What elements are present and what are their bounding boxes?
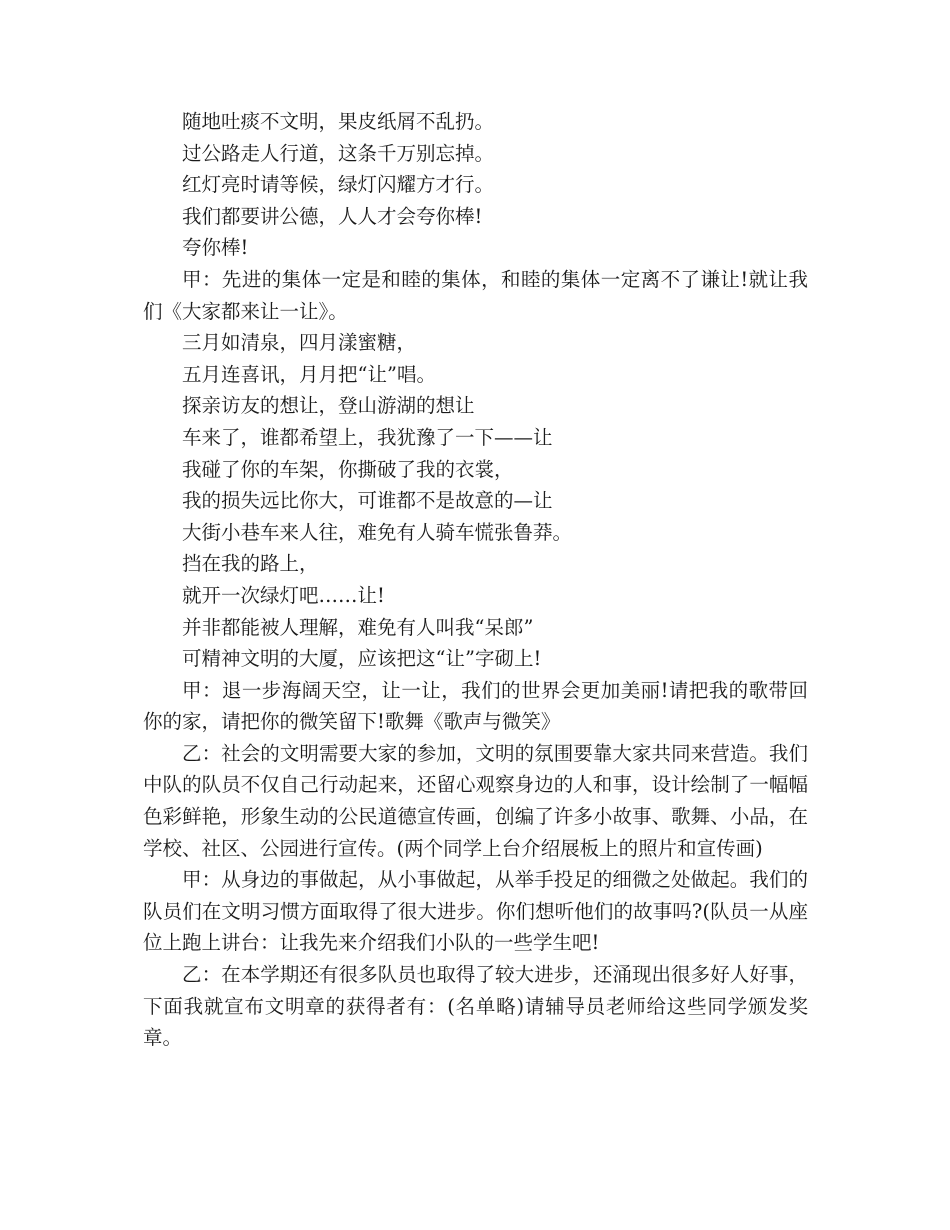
paragraph: 红灯亮时请等候，绿灯闪耀方才行。 [182,173,495,197]
paragraph: 甲：先进的集体一定是和睦的集体，和睦的集体一定离不了谦让!就让我们《大家都来让一让》。 [143,267,808,323]
paragraph: 乙：在本学期还有很多队员也取得了较大进步，还涌现出很多好人好事，下面我就宣布文明章的获得者有：(名单略)请辅导员老师给这些同学颁发奖章。 [143,963,808,1050]
paragraph: 夸你棒! [182,236,249,260]
document-body [143,106,808,1054]
paragraph: 乙：社会的文明需要大家的参加，文明的氛围要靠大家共同来营造。我们中队的队员不仅自己行动起来，还留心观察身边的人和事，设计绘制了一幅幅色彩鲜艳，形象生动的公民道德宣传画，创编了许多小故事、歌舞、小品，在学校、社区、公园进行宣传。(两个同学上台介绍展板上的照片和宣传画) [143,741,808,860]
paragraph: 我的损失远比你大，可谁都不是故意的—让 [182,489,553,513]
paragraph: 车来了，谁都希望上，我犹豫了一下——让 [182,425,553,449]
paragraph: 五月连喜讯，月月把“让”唱。 [182,362,436,386]
paragraph: 可精神文明的大厦，应该把这“让”字砌上! [182,647,542,671]
paragraph: 探亲访友的想让，登山游湖的想让 [182,394,475,418]
paragraph: 三月如清泉，四月漾蜜糖， [182,331,417,355]
paragraph: 随地吐痰不文明，果皮纸屑不乱扔。 [182,110,495,133]
paragraph: 大街小巷车来人往，难免有人骑车慌张鲁莽。 [182,520,573,544]
paragraph: 就开一次绿灯吧……让! [182,583,385,607]
paragraph: 并非都能被人理解，难免有人叫我“呆郎” [182,615,534,639]
paragraph: 甲：退一步海阔天空，让一让，我们的世界会更加美丽!请把我的歌带回你的家，请把你的微笑留下!歌舞《歌声与微笑》 [143,678,808,734]
paragraph: 我们都要讲公德，人人才会夸你棒! [182,204,483,228]
paragraph: 甲：从身边的事做起，从小事做起，从举手投足的细微之处做起。我们的队员们在文明习惯方面取得了很大进步。你们想听他们的故事吗?(队员一从座位上跑上讲台：让我先来介绍我们小队的一些学生吧! [143,868,808,955]
paragraph: 挡在我的路上， [182,552,319,576]
paragraph: 我碰了你的车架，你撕破了我的衣裳， [182,457,514,481]
paragraph: 过公路走人行道，这条千万别忘掉。 [182,141,495,165]
